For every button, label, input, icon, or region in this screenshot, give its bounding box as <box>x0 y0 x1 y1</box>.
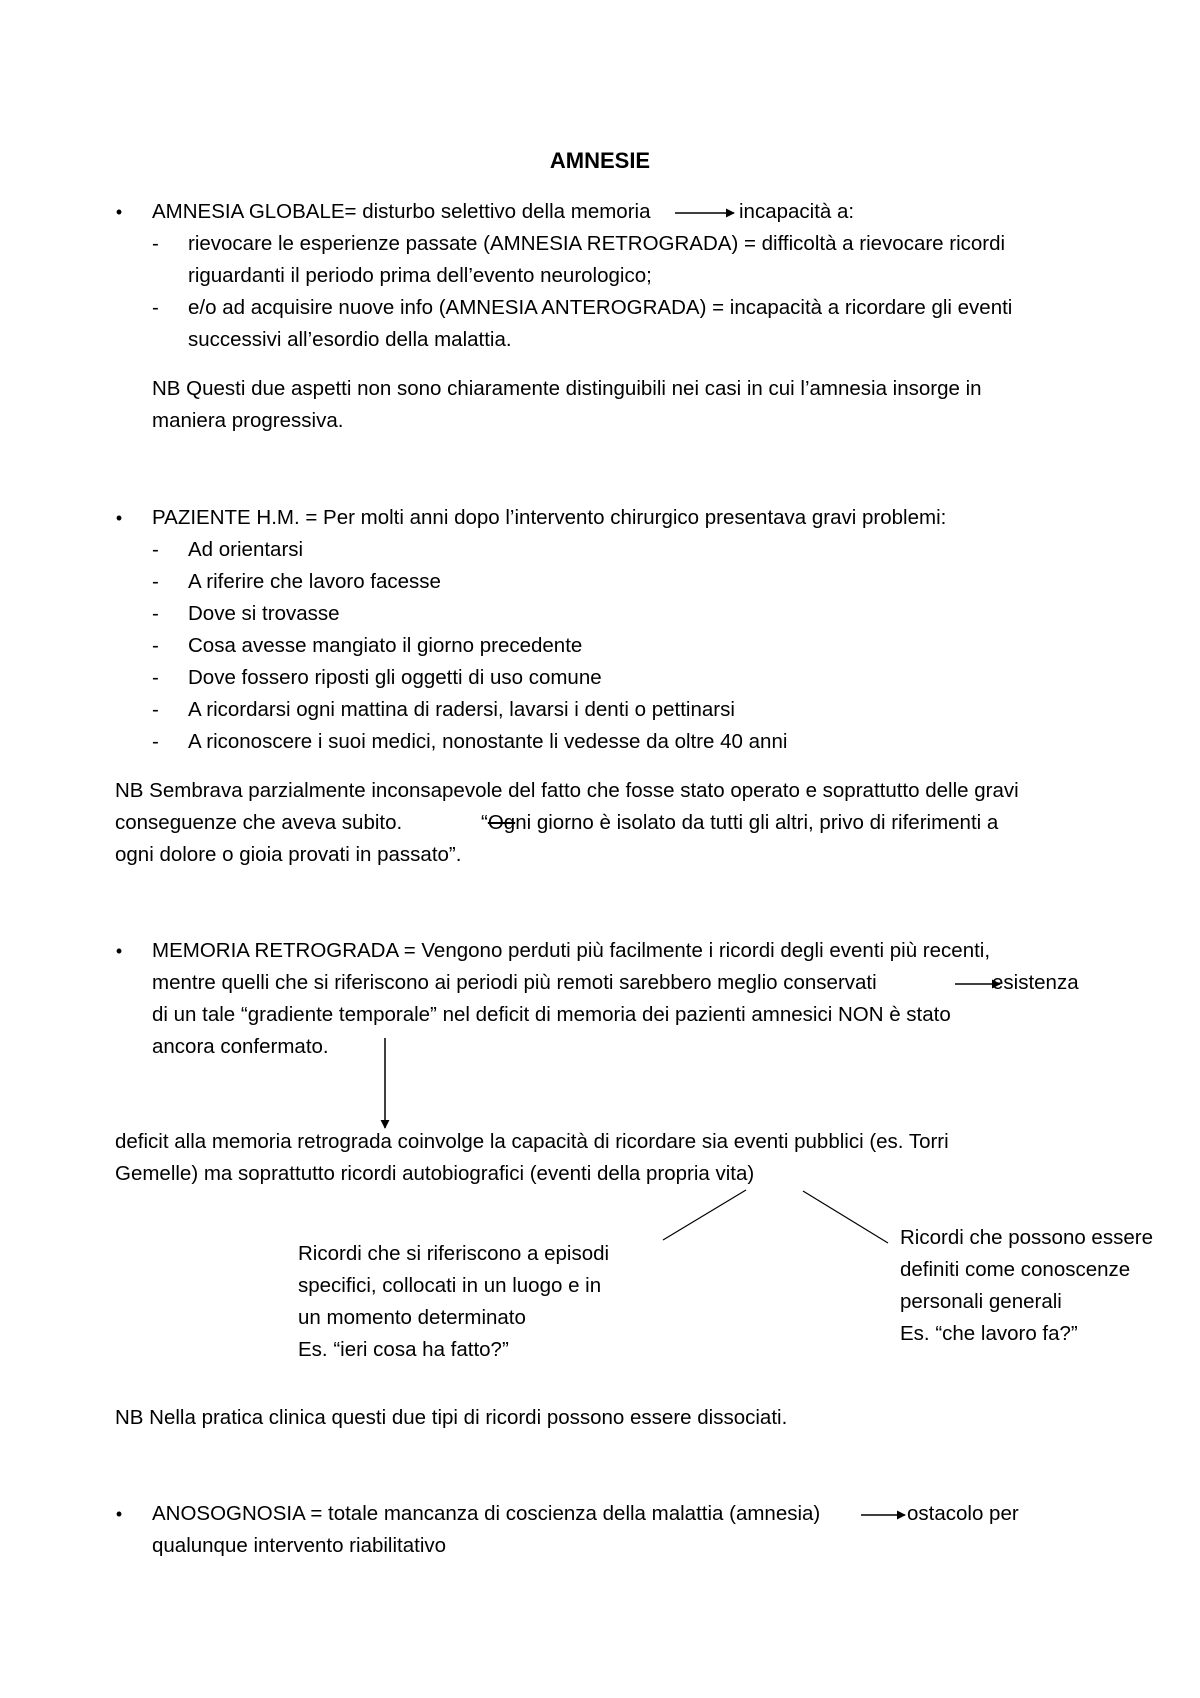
nb-2-line-3: ogni dolore o gioia provati in passato”. <box>115 843 462 866</box>
dash-marker: - <box>152 232 159 255</box>
memoria-retrograda-line-4: ancora confermato. <box>152 1035 329 1058</box>
dash-marker: - <box>152 538 159 561</box>
episodic-box-line: Es. “ieri cosa ha fatto?” <box>298 1338 509 1361</box>
list-item: A ricordarsi ogni mattina di radersi, lavarsi i denti o pettinarsi <box>188 698 735 721</box>
retrograda-line-1: rievocare le esperienze passate (AMNESIA RETROGRADA) = difficoltà a rievocare ricordi <box>188 232 1006 255</box>
list-item: A riferire che lavoro facesse <box>188 570 441 593</box>
list-item: Dove si trovasse <box>188 602 340 625</box>
amnesia-globale-lead-b: incapacità a: <box>739 200 855 223</box>
memoria-retrograda-line-1: MEMORIA RETROGRADA = Vengono perduti più facilmente i ricordi degli eventi più recenti, <box>152 939 991 962</box>
nb-2-line-2b: ni giorno è isolato da tutti gli altri, privo di riferimenti a <box>515 811 999 834</box>
nb-1-line-1: NB Questi due aspetti non sono chiaramente distinguibili nei casi in cui l’amnesia insorge in <box>152 377 982 400</box>
nb-2-line-1: NB Sembrava parzialmente inconsapevole del fatto che fosse stato operato e soprattutto delle gravi <box>115 779 1019 802</box>
deficit-line-2: Gemelle) ma soprattutto ricordi autobiografici (eventi della propria vita) <box>115 1162 755 1185</box>
nb-3-line: NB Nella pratica clinica questi due tipi di ricordi possono essere dissociati. <box>115 1406 788 1429</box>
deficit-line-1: deficit alla memoria retrograda coinvolge la capacità di ricordare sia eventi pubblici (es. Torri <box>115 1130 949 1153</box>
semantic-box-line: personali generali <box>900 1290 1062 1313</box>
amnesia-globale-lead-a: AMNESIA GLOBALE= disturbo selettivo della memoria <box>152 200 651 223</box>
struck-text: Og <box>487 811 516 834</box>
dash-marker: - <box>152 730 159 753</box>
dash-marker: - <box>152 570 159 593</box>
semantic-box-line: Ricordi che possono essere <box>900 1226 1153 1249</box>
retrograda-line-2: riguardanti il periodo prima dell’evento neurologico; <box>188 264 652 287</box>
page-title: AMNESIE <box>549 148 651 173</box>
dash-marker: - <box>152 296 159 319</box>
list-item: Dove fossero riposti gli oggetti di uso comune <box>188 666 602 689</box>
semantic-box-line: definiti come conoscenze <box>900 1258 1131 1281</box>
episodic-box-line: un momento determinato <box>298 1306 526 1329</box>
branch-line-left <box>663 1190 746 1240</box>
memoria-retrograda-line-2a: mentre quelli che si riferiscono ai periodi più remoti sarebbero meglio conservati <box>152 971 877 994</box>
semantic-memory-box <box>900 1222 1153 1350</box>
anosognosia-line-2: qualunque intervento riabilitativo <box>152 1534 447 1557</box>
nb-1-line-2: maniera progressiva. <box>152 409 344 432</box>
nb-2-quote-line <box>481 807 998 839</box>
bullet-paziente-hm: • <box>115 508 123 528</box>
list-item: Ad orientarsi <box>188 538 304 561</box>
anosognosia-line-1a: ANOSOGNOSIA = totale mancanza di coscienza della malattia (amnesia) <box>152 1502 821 1525</box>
bullet-amnesia-globale: • <box>115 202 123 222</box>
memoria-retrograda-line-3: di un tale “gradiente temporale” nel deficit di memoria dei pazienti amnesici NON è stato <box>152 1003 951 1026</box>
episodic-memory-box <box>298 1238 609 1366</box>
dash-marker: - <box>152 602 159 625</box>
dash-marker: - <box>152 666 159 689</box>
dash-marker: - <box>152 698 159 721</box>
bullet-memoria-retrograda: • <box>115 941 123 961</box>
anterograda-line-1: e/o ad acquisire nuove info (AMNESIA ANTEROGRADA) = incapacità a ricordare gli eventi <box>188 296 1013 319</box>
bullet-anosognosia: • <box>115 1504 123 1524</box>
anosognosia-line-1b: ostacolo per <box>907 1502 1019 1525</box>
paziente-hm-lead: PAZIENTE H.M. = Per molti anni dopo l’intervento chirurgico presentava gravi problemi: <box>152 506 947 529</box>
dash-marker: - <box>152 634 159 657</box>
list-item: A riconoscere i suoi medici, nonostante li vedesse da oltre 40 anni <box>188 730 788 753</box>
memoria-retrograda-line-2b: esistenza <box>992 971 1079 994</box>
anterograda-line-2: successivi all’esordio della malattia. <box>188 328 512 351</box>
list-item: Cosa avesse mangiato il giorno precedente <box>188 634 583 657</box>
branch-line-right <box>803 1191 888 1243</box>
episodic-box-line: specifici, collocati in un luogo e in <box>298 1274 602 1297</box>
semantic-box-line: Es. “che lavoro fa?” <box>900 1322 1078 1345</box>
open-quote: “ <box>481 811 488 834</box>
episodic-box-line: Ricordi che si riferiscono a episodi <box>298 1242 610 1265</box>
nb-2-line-2a: conseguenze che aveva subito. <box>115 811 403 834</box>
